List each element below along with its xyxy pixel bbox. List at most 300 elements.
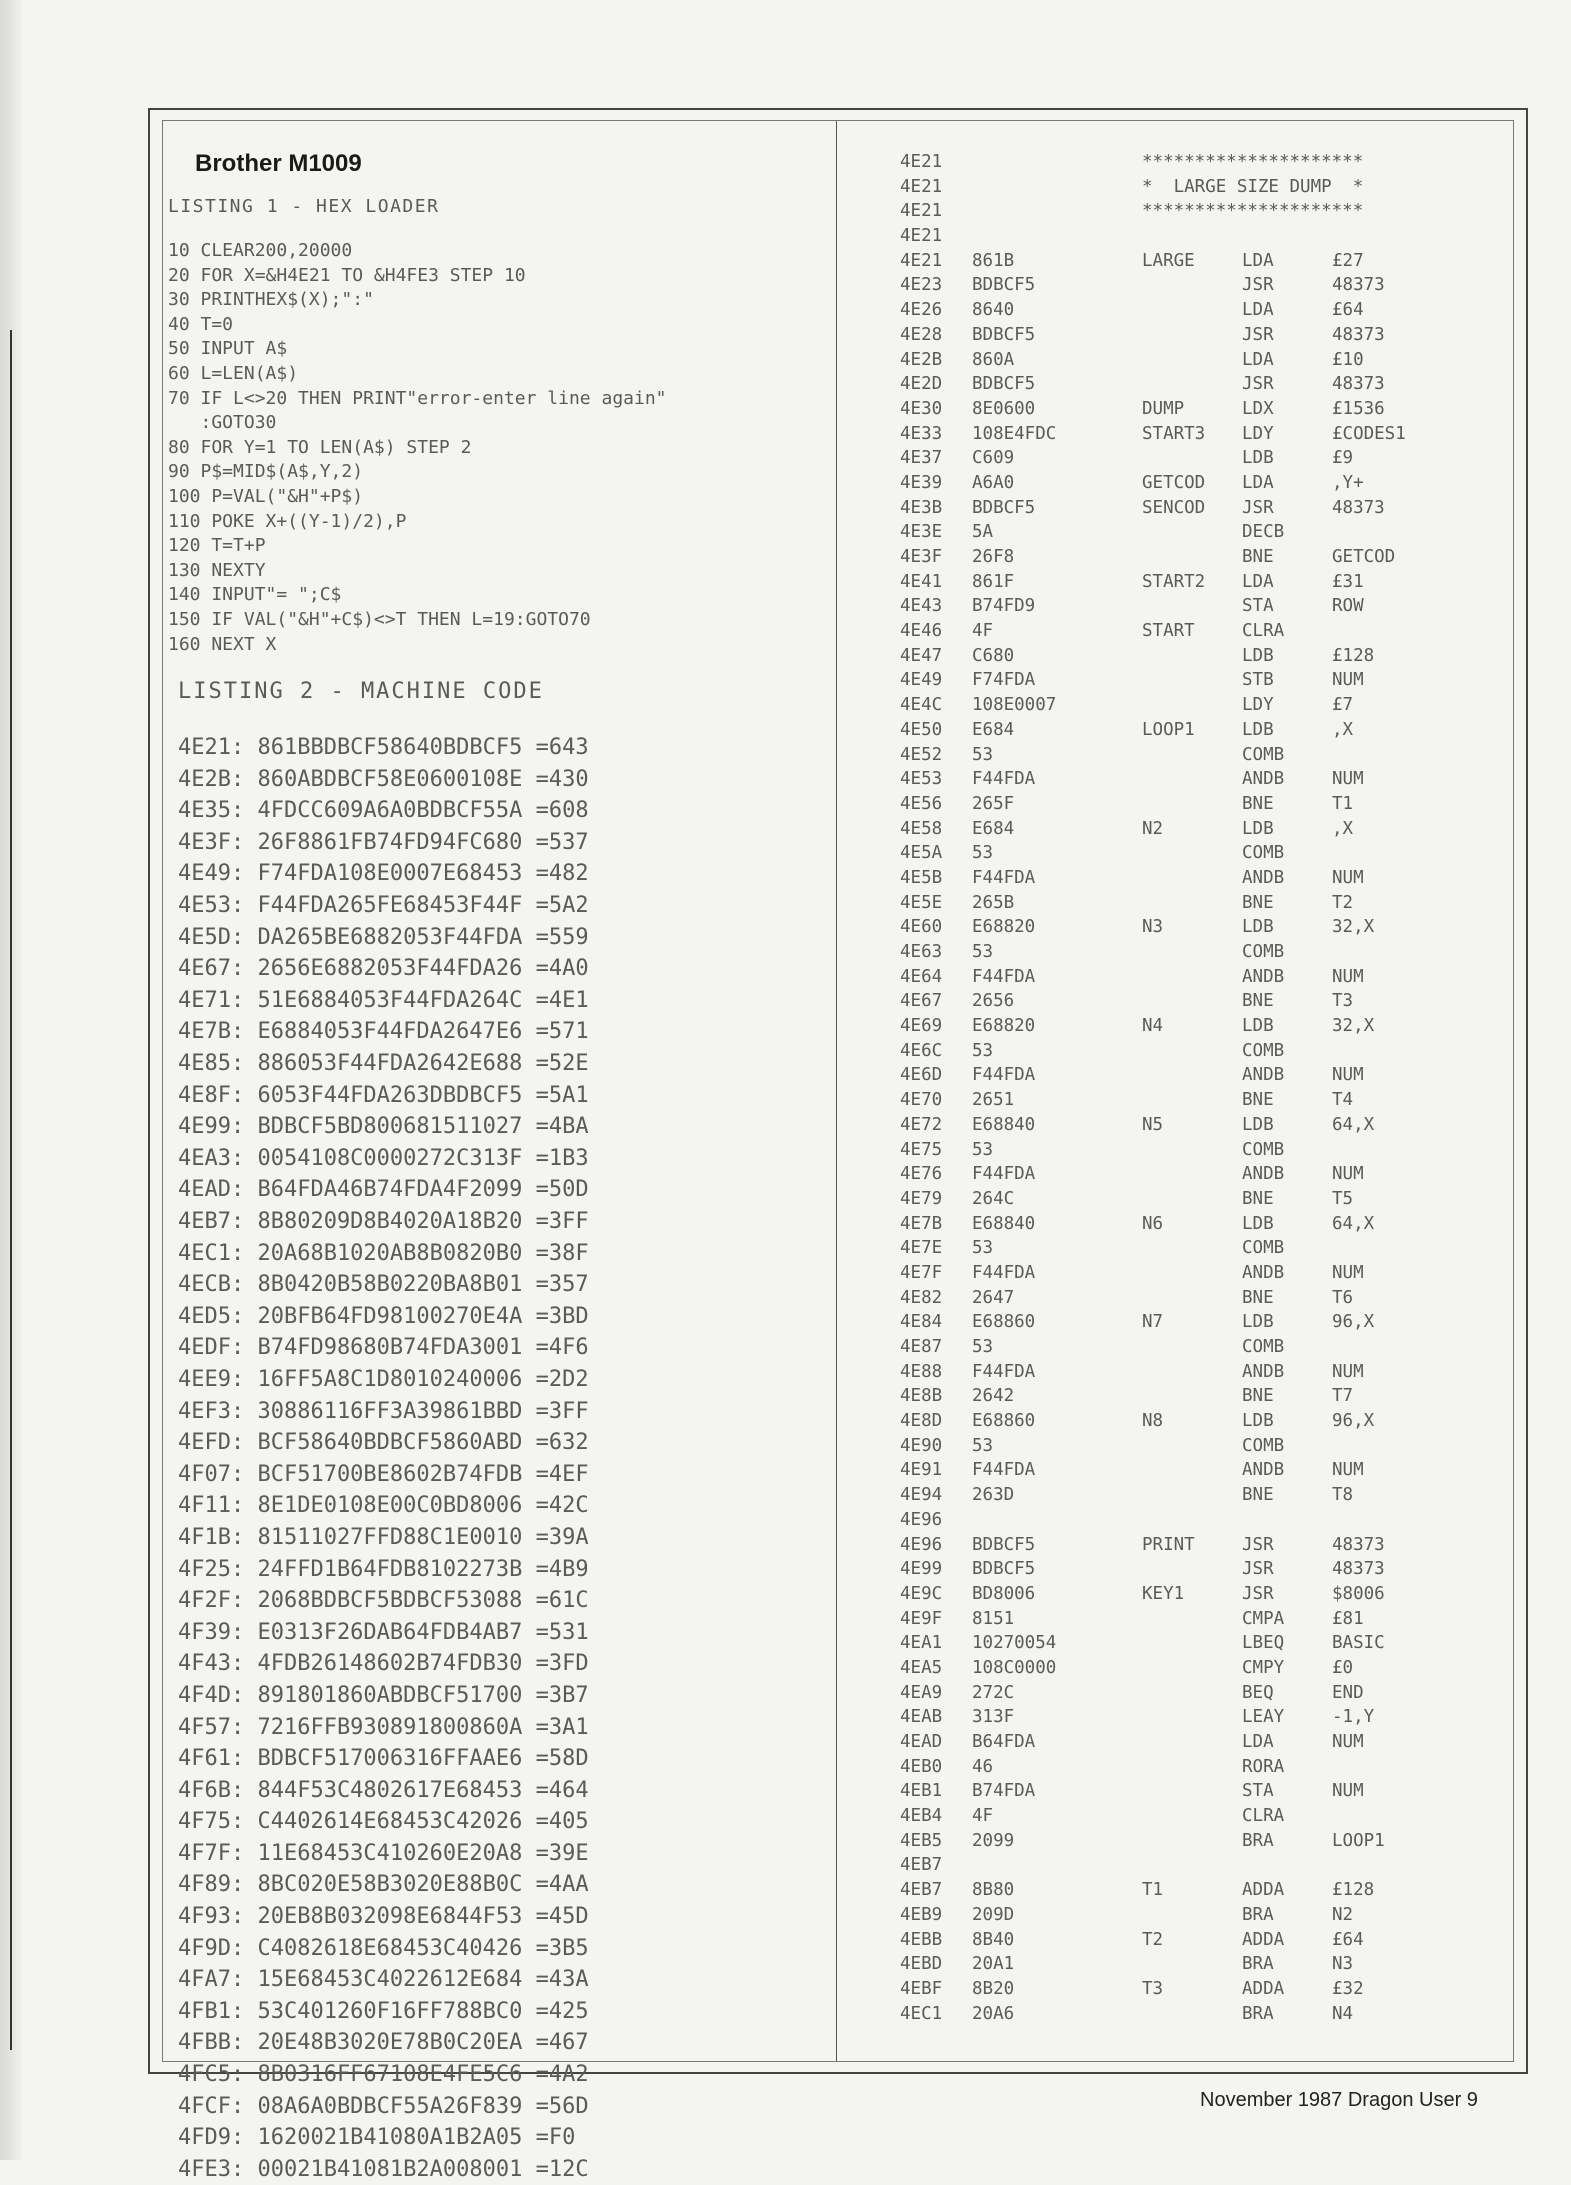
asm-arg: £CODES1: [1332, 423, 1406, 444]
asm-op: ADDA: [1242, 1880, 1285, 1901]
asm-addr: 4E41: [900, 571, 943, 592]
hex-line: 4FD9: 1620021B41080A1B2A05 =F0: [178, 2125, 576, 2151]
asm-code: A6A0: [972, 472, 1015, 493]
asm-label: [1142, 273, 1242, 298]
asm-op: LDY: [1242, 695, 1274, 716]
asm-row: [900, 1853, 1460, 1878]
basic-line: 100 P=VAL("&H"+P$): [168, 485, 364, 507]
basic-line: 130 NEXTY: [168, 559, 266, 581]
asm-label: [1142, 743, 1242, 768]
asm-arg: 96,X: [1332, 1411, 1375, 1432]
hex-line: 4F93: 20EB8B032098E6844F53 =45D: [178, 1904, 589, 1930]
asm-arg: [1332, 224, 1452, 249]
asm-label: [1142, 668, 1242, 693]
asm-label: *********************: [1142, 201, 1364, 222]
asm-arg: T1: [1332, 793, 1354, 814]
asm-arg: T7: [1332, 1386, 1354, 1407]
asm-code: 46: [972, 1756, 994, 1777]
asm-code: B74FDA: [972, 1781, 1036, 1802]
asm-addr: 4E58: [900, 818, 943, 839]
asm-code: 313F: [972, 1707, 1015, 1728]
asm-code: 5A: [972, 522, 994, 543]
hex-line: 4E85: 886053F44FDA2642E688 =52E: [178, 1051, 589, 1077]
asm-arg: [1332, 841, 1452, 866]
asm-addr: 4E76: [900, 1164, 943, 1185]
asm-addr: 4E30: [900, 398, 943, 419]
asm-label: [1142, 1705, 1242, 1730]
asm-addr: 4E53: [900, 769, 943, 790]
hex-line: 4F43: 4FDB26148602B74FDB30 =3FD: [178, 1651, 589, 1677]
asm-arg: [1332, 619, 1452, 644]
asm-code: 8640: [972, 300, 1015, 321]
asm-arg: ,X: [1332, 719, 1354, 740]
asm-op: BRA: [1242, 2003, 1274, 2024]
asm-op: DECB: [1242, 522, 1285, 543]
asm-addr: 4E96: [900, 1534, 943, 1555]
asm-code: C609: [972, 448, 1015, 469]
asm-label: [1142, 348, 1242, 373]
asm-code: E68860: [972, 1312, 1036, 1333]
asm-code: BDBCF5: [972, 275, 1036, 296]
asm-label: [1142, 792, 1242, 817]
asm-code: [972, 150, 1142, 175]
asm-addr: 4E21: [900, 176, 943, 197]
asm-arg: £31: [1332, 571, 1364, 592]
asm-arg: [1332, 1853, 1452, 1878]
asm-op: LBEQ: [1242, 1633, 1285, 1654]
asm-code: 2099: [972, 1830, 1015, 1851]
asm-arg: £128: [1332, 1880, 1375, 1901]
asm-row: [900, 1508, 1460, 1533]
asm-code: F74FDA: [972, 670, 1036, 691]
asm-label: LOOP1: [1142, 719, 1195, 740]
asm-row: [900, 1088, 1460, 1113]
asm-label: [1142, 1039, 1242, 1064]
asm-addr: 4E64: [900, 966, 943, 987]
asm-row: [900, 1286, 1460, 1311]
asm-code: 53: [972, 1139, 994, 1160]
hex-line: 4E53: F44FDA265FE68453F44F =5A2: [178, 893, 589, 919]
asm-row: [900, 1607, 1460, 1632]
hex-line: 4FCF: 08A6A0BDBCF55A26F839 =56D: [178, 2093, 589, 2119]
asm-addr: 4E94: [900, 1485, 943, 1506]
asm-addr: 4E7B: [900, 1213, 943, 1234]
asm-code: F44FDA: [972, 966, 1036, 987]
asm-code: 53: [972, 942, 994, 962]
asm-label: [1142, 940, 1242, 965]
asm-row: [900, 1483, 1460, 1508]
asm-op: LDB: [1242, 917, 1274, 938]
machine-code-listing: [178, 732, 828, 2185]
asm-op: BRA: [1242, 1830, 1274, 1851]
asm-label: [1142, 1681, 1242, 1706]
asm-row: [900, 718, 1460, 743]
asm-addr: 4E28: [900, 324, 943, 345]
asm-code: BD8006: [972, 1583, 1036, 1604]
asm-code: 272C: [972, 1682, 1015, 1703]
asm-row: [900, 965, 1460, 990]
hex-line: 4F89: 8BC020E58B3020E88B0C =4AA: [178, 1872, 589, 1898]
hex-line: 4F61: BDBCF517006316FFAAE6 =58D: [178, 1746, 589, 1772]
asm-op: LDB: [1242, 645, 1274, 666]
asm-code: E684: [972, 818, 1015, 839]
asm-label: N3: [1142, 917, 1164, 938]
asm-code: 53: [972, 843, 994, 864]
asm-op: LDB: [1242, 448, 1274, 469]
asm-label: [1142, 372, 1242, 397]
asm-addr: 4E2B: [900, 349, 943, 370]
asm-addr: 4EB1: [900, 1781, 943, 1802]
asm-row: [900, 199, 1460, 224]
asm-arg: £0: [1332, 1657, 1354, 1678]
asm-addr: 4E21: [900, 201, 943, 222]
asm-label: [1142, 1755, 1242, 1780]
basic-line: 150 IF VAL("&H"+C$)<>T THEN L=19:GOTO70: [168, 608, 591, 630]
asm-row: [900, 940, 1460, 965]
asm-arg: T4: [1332, 1090, 1354, 1111]
asm-op: ANDB: [1242, 1262, 1285, 1283]
asm-label: [1142, 1063, 1242, 1088]
left-margin-rule: [0, 330, 12, 2050]
asm-op: JSR: [1242, 324, 1274, 345]
asm-op: CMPY: [1242, 1657, 1285, 1678]
asm-op: LDA: [1242, 472, 1274, 493]
asm-code: F44FDA: [972, 1262, 1036, 1283]
asm-row: [900, 1335, 1460, 1360]
asm-op: COMB: [1242, 744, 1285, 765]
asm-label: [1142, 1088, 1242, 1113]
asm-arg: LOOP1: [1332, 1830, 1385, 1851]
asm-label: [1142, 767, 1242, 792]
asm-code: 265B: [972, 892, 1015, 913]
asm-addr: 4EC1: [900, 2003, 943, 2024]
asm-row: [900, 348, 1460, 373]
asm-op: CMPA: [1242, 1608, 1285, 1629]
asm-label: T3: [1142, 1978, 1164, 1999]
asm-row: [900, 397, 1460, 422]
asm-row: [900, 545, 1460, 570]
asm-label: [1142, 1853, 1242, 1878]
asm-addr: 4EA5: [900, 1657, 943, 1678]
asm-addr: 4E79: [900, 1188, 943, 1209]
asm-arg: T2: [1332, 892, 1354, 913]
asm-label: T1: [1142, 1880, 1164, 1901]
hex-line: 4E7B: E6884053F44FDA2647E6 =571: [178, 1019, 589, 1045]
asm-label: T2: [1142, 1929, 1164, 1950]
asm-label: N6: [1142, 1213, 1164, 1234]
asm-arg: [1332, 520, 1452, 545]
asm-code: 8B40: [972, 1929, 1015, 1950]
hex-line: 4E99: BDBCF5BD800681511027 =4BA: [178, 1114, 589, 1140]
asm-addr: 4E69: [900, 1016, 943, 1037]
listing2-title: LISTING 2 - MACHINE CODE: [178, 679, 544, 705]
asm-label: START3: [1142, 423, 1206, 444]
asm-arg: £32: [1332, 1978, 1364, 1999]
asm-row: [900, 298, 1460, 323]
asm-arg: 48373: [1332, 1534, 1385, 1555]
asm-code: 861B: [972, 250, 1015, 271]
asm-arg: £27: [1332, 250, 1364, 271]
asm-label: * LARGE SIZE DUMP *: [1142, 176, 1364, 197]
asm-code: 264C: [972, 1188, 1015, 1209]
asm-code: 20A1: [972, 1954, 1015, 1975]
asm-op: BEQ: [1242, 1682, 1274, 1703]
asm-op: ANDB: [1242, 1460, 1285, 1481]
asm-code: 2656: [972, 991, 1015, 1012]
asm-op: ADDA: [1242, 1978, 1285, 1999]
asm-label: [1142, 1483, 1242, 1508]
asm-label: GETCOD: [1142, 472, 1206, 493]
asm-arg: NUM: [1332, 1361, 1364, 1382]
asm-addr: 4E91: [900, 1460, 943, 1481]
asm-code: BDBCF5: [972, 1534, 1036, 1555]
asm-arg: [1332, 1138, 1452, 1163]
hex-line: 4EB7: 8B80209D8B4020A18B20 =3FF: [178, 1209, 589, 1234]
asm-code: BDBCF5: [972, 497, 1036, 518]
hex-line: 4EA3: 0054108C0000272C313F =1B3: [178, 1145, 589, 1171]
asm-arg: [1332, 1039, 1452, 1064]
hex-line: 4E2B: 860ABDBCF58E0600108E =430: [178, 766, 589, 792]
asm-row: [900, 1755, 1460, 1780]
hex-line: 4F1B: 81511027FFD88C1E0010 =39A: [178, 1524, 589, 1550]
asm-arg: £7: [1332, 695, 1354, 716]
asm-addr: 4EBB: [900, 1929, 943, 1950]
asm-op: [1242, 1508, 1332, 1533]
asm-row: [900, 1705, 1460, 1730]
basic-line: 110 POKE X+((Y-1)/2),P: [168, 510, 407, 532]
asm-row: [900, 743, 1460, 768]
asm-arg: [1332, 1236, 1452, 1261]
hex-line: 4FA7: 15E68453C4022612E684 =43A: [178, 1967, 589, 1993]
asm-row: [900, 693, 1460, 718]
asm-row: [900, 841, 1460, 866]
asm-arg: NUM: [1332, 1164, 1364, 1185]
asm-arg: NUM: [1332, 867, 1364, 888]
asm-row: [900, 1434, 1460, 1459]
asm-code: 861F: [972, 571, 1015, 592]
asm-op: LDA: [1242, 571, 1274, 592]
asm-addr: 4E3B: [900, 497, 943, 518]
asm-arg: T6: [1332, 1287, 1354, 1308]
asm-label: [1142, 1162, 1242, 1187]
asm-addr: 4E21: [900, 226, 943, 247]
asm-label: [1142, 1384, 1242, 1409]
asm-op: ADDA: [1242, 1929, 1285, 1950]
asm-op: BNE: [1242, 793, 1274, 814]
asm-code: 53: [972, 1435, 994, 1456]
asm-addr: 4E82: [900, 1287, 943, 1308]
asm-code: 209D: [972, 1904, 1015, 1925]
asm-addr: 4E9C: [900, 1583, 943, 1604]
asm-code: 4F: [972, 1806, 994, 1827]
asm-addr: 4E8D: [900, 1411, 943, 1432]
asm-row: [900, 1829, 1460, 1854]
asm-row: [900, 767, 1460, 792]
asm-label: KEY1: [1142, 1583, 1185, 1604]
asm-arg: £81: [1332, 1608, 1364, 1629]
asm-row: [900, 1903, 1460, 1928]
basic-line: 60 L=LEN(A$): [168, 362, 299, 384]
asm-row: [900, 1212, 1460, 1237]
asm-op: ANDB: [1242, 1164, 1285, 1185]
asm-arg: 48373: [1332, 324, 1385, 345]
asm-row: [900, 1582, 1460, 1607]
asm-label: [1142, 965, 1242, 990]
asm-op: COMB: [1242, 843, 1285, 864]
asm-code: 53: [972, 744, 994, 765]
asm-arg: NUM: [1332, 966, 1364, 987]
asm-addr: 4E5A: [900, 843, 943, 864]
asm-code: 53: [972, 1040, 994, 1061]
asm-label: N5: [1142, 1114, 1164, 1135]
asm-label: [1142, 1360, 1242, 1385]
asm-code: BDBCF5: [972, 1559, 1036, 1580]
asm-op: JSR: [1242, 374, 1274, 395]
asm-label: [1142, 1286, 1242, 1311]
asm-row: [900, 619, 1460, 644]
asm-label: N2: [1142, 818, 1164, 839]
asm-addr: 4E8B: [900, 1386, 943, 1407]
asm-addr: 4E75: [900, 1139, 943, 1160]
asm-addr: 4E21: [900, 152, 943, 172]
asm-op: LDB: [1242, 1114, 1274, 1135]
asm-addr: 4E56: [900, 793, 943, 814]
asm-arg: 48373: [1332, 1559, 1385, 1580]
asm-op: STA: [1242, 1781, 1274, 1802]
asm-label: [1142, 520, 1242, 545]
asm-label: [1142, 1458, 1242, 1483]
asm-arg: [1332, 1508, 1452, 1533]
asm-arg: NUM: [1332, 1781, 1364, 1802]
asm-row: [900, 471, 1460, 496]
asm-op: LDA: [1242, 250, 1274, 271]
asm-code: 26F8: [972, 547, 1015, 567]
asm-row: [900, 1557, 1460, 1582]
asm-code: E68860: [972, 1411, 1036, 1432]
asm-arg: 48373: [1332, 497, 1385, 518]
hex-loader-listing: [168, 239, 828, 657]
basic-line: 140 INPUT"= ";C$: [168, 584, 342, 606]
asm-label: [1142, 323, 1242, 348]
asm-row: [900, 1458, 1460, 1483]
hex-line: 4F07: BCF51700BE8602B74FDB =4EF: [178, 1461, 589, 1487]
asm-addr: 4E39: [900, 472, 943, 493]
asm-row: [900, 520, 1460, 545]
hex-line: 4F75: C4402614E68453C42026 =405: [178, 1809, 589, 1835]
asm-row: [900, 1681, 1460, 1706]
hex-line: 4FE3: 00021B41081B2A008001 =12C: [178, 2156, 589, 2182]
asm-op: LDY: [1242, 423, 1274, 444]
hex-line: 4F57: 7216FFB930891800860A =3A1: [178, 1714, 589, 1740]
asm-addr: 4E23: [900, 275, 943, 296]
asm-row: [900, 1409, 1460, 1434]
asm-addr: 4E99: [900, 1559, 943, 1580]
asm-addr: 4EB0: [900, 1756, 943, 1777]
asm-arg: NUM: [1332, 769, 1364, 790]
asm-arg: ,X: [1332, 818, 1354, 839]
asm-op: [1242, 1853, 1332, 1878]
asm-op: STB: [1242, 670, 1274, 691]
hex-line: 4ECB: 8B0420B58B0220BA8B01 =357: [178, 1272, 589, 1298]
asm-row: [900, 1187, 1460, 1212]
asm-label: START2: [1142, 571, 1206, 592]
asm-arg: 96,X: [1332, 1312, 1375, 1333]
asm-op: COMB: [1242, 1435, 1285, 1456]
hex-line: 4E67: 2656E6882053F44FDA26 =4A0: [178, 956, 589, 982]
hex-line: 4FB1: 53C401260F16FF788BC0 =425: [178, 1998, 589, 2024]
asm-op: COMB: [1242, 1040, 1285, 1061]
asm-arg: ROW: [1332, 596, 1364, 617]
asm-label: [1142, 545, 1242, 570]
asm-row: [900, 817, 1460, 842]
asm-label: [1142, 1829, 1242, 1854]
asm-op: CLRA: [1242, 1806, 1285, 1827]
asm-op: BNE: [1242, 1188, 1274, 1209]
asm-arg: T3: [1332, 991, 1354, 1012]
asm-op: JSR: [1242, 1583, 1274, 1604]
asm-arg: -1,Y: [1332, 1707, 1375, 1728]
asm-op: COMB: [1242, 1238, 1285, 1259]
asm-op: RORA: [1242, 1756, 1285, 1777]
asm-code: E68840: [972, 1114, 1036, 1135]
asm-op: BNE: [1242, 1287, 1274, 1308]
asm-addr: 4E72: [900, 1114, 943, 1135]
asm-label: [1142, 1779, 1242, 1804]
asm-code: 2642: [972, 1386, 1015, 1407]
asm-row: [900, 1384, 1460, 1409]
asm-row: [900, 1804, 1460, 1829]
asm-arg: £128: [1332, 645, 1375, 666]
asm-code: 108E4FDC: [972, 423, 1057, 444]
hex-line: 4FC5: 8B0316FF67108E4FE5C6 =4A2: [178, 2062, 589, 2088]
asm-code: E68820: [972, 1016, 1036, 1037]
asm-row: [900, 1113, 1460, 1138]
asm-row: [900, 570, 1460, 595]
asm-op: LDX: [1242, 398, 1274, 419]
asm-arg: £10: [1332, 349, 1364, 370]
asm-label: [1142, 1730, 1242, 1755]
hex-line: 4F39: E0313F26DAB64FDB4AB7 =531: [178, 1619, 589, 1645]
asm-code: F44FDA: [972, 867, 1036, 888]
hex-line: 4F2F: 2068BDBCF5BDBCF53088 =61C: [178, 1588, 589, 1614]
basic-line: 20 FOR X=&H4E21 TO &H4FE3 STEP 10: [168, 264, 526, 286]
asm-arg: £64: [1332, 300, 1364, 321]
asm-label: [1142, 1187, 1242, 1212]
asm-row: [900, 1952, 1460, 1977]
asm-row: [900, 792, 1460, 817]
asm-addr: 4E9F: [900, 1608, 943, 1629]
asm-arg: NUM: [1332, 1460, 1364, 1481]
hex-line: 4E35: 4FDCC609A6A0BDBCF55A =608: [178, 798, 589, 824]
asm-code: E68820: [972, 917, 1036, 938]
asm-addr: 4E63: [900, 942, 943, 962]
asm-addr: 4EB4: [900, 1806, 943, 1827]
asm-op: BRA: [1242, 1904, 1274, 1925]
asm-code: F44FDA: [972, 1065, 1036, 1086]
asm-addr: 4E2D: [900, 374, 943, 395]
listing1-title: LISTING 1 - HEX LOADER: [168, 196, 440, 217]
asm-row: [900, 175, 1460, 200]
asm-op: LDA: [1242, 1732, 1274, 1752]
basic-line: 80 FOR Y=1 TO LEN(A$) STEP 2: [168, 436, 472, 458]
asm-addr: 4EB5: [900, 1830, 943, 1851]
asm-label: [1142, 1557, 1242, 1582]
asm-addr: 4EB7: [900, 1855, 943, 1876]
asm-label: [1142, 841, 1242, 866]
asm-row: [900, 1631, 1460, 1656]
asm-op: BNE: [1242, 991, 1274, 1012]
asm-label: [1142, 644, 1242, 669]
